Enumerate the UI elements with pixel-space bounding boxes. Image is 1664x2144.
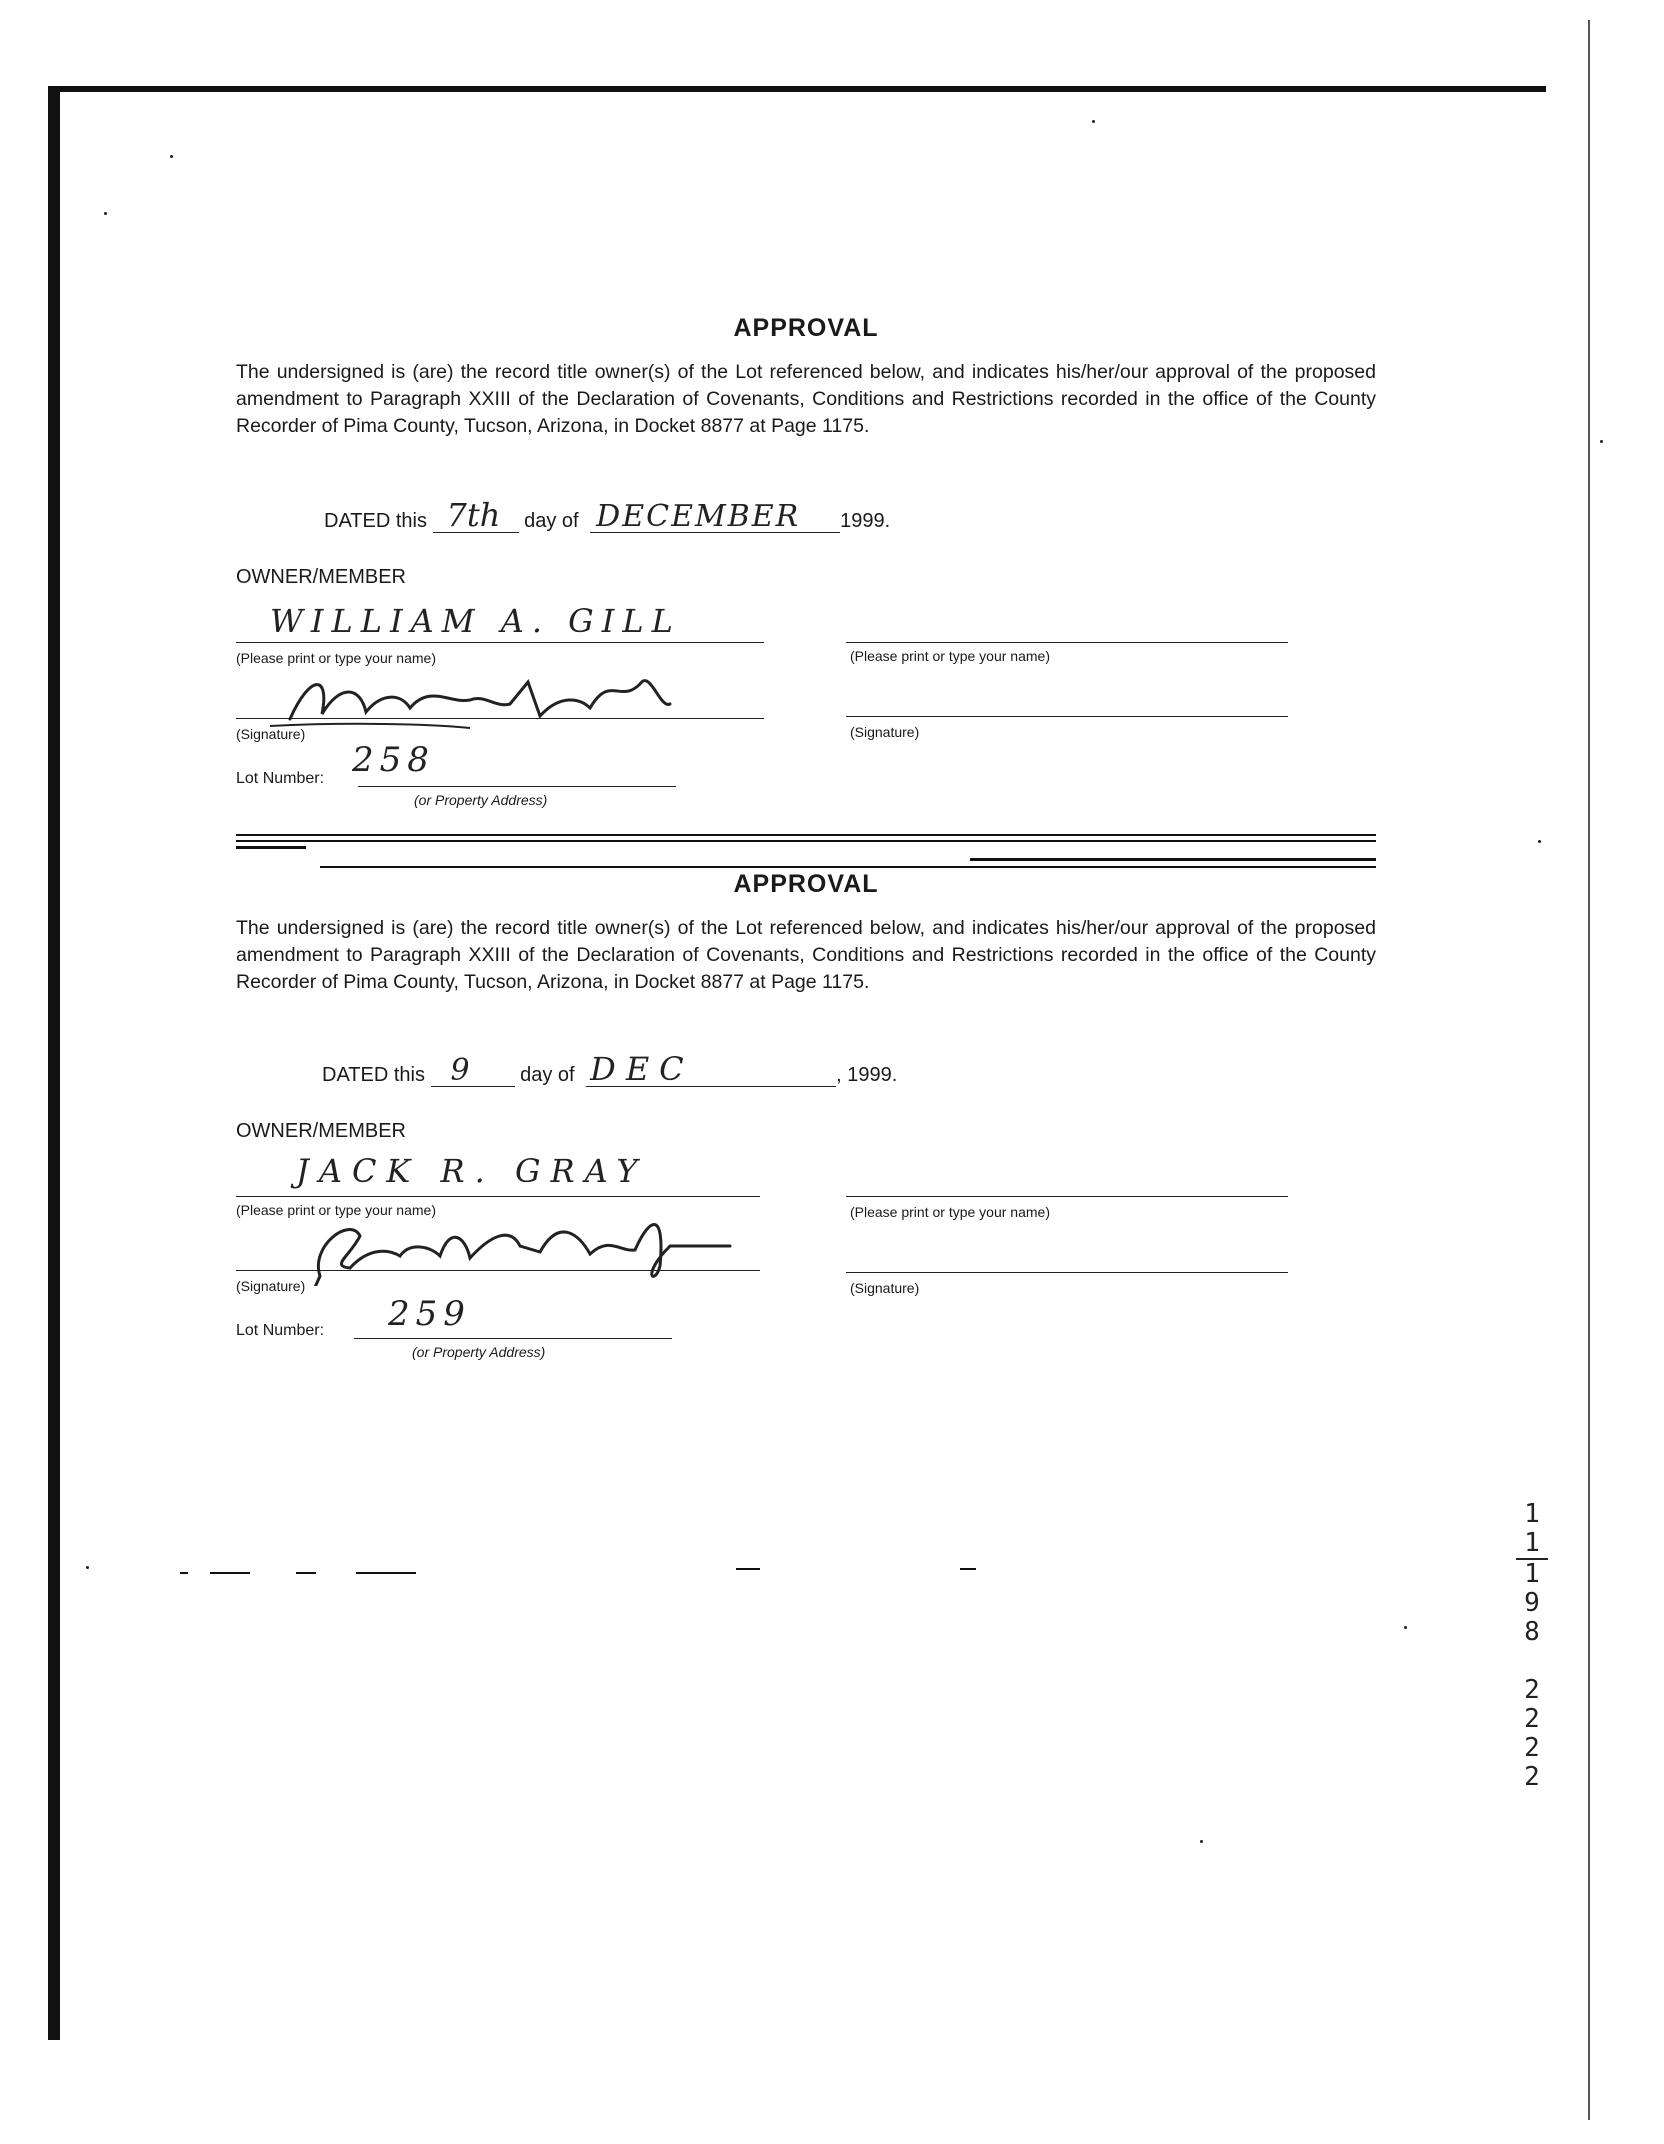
margin-digit: 2 bbox=[1524, 1704, 1540, 1734]
lot-number-line[interactable] bbox=[358, 786, 676, 787]
section-divider bbox=[236, 840, 1376, 842]
printed-name-value: JACK R. GRAY bbox=[296, 1152, 648, 1190]
margin-digit: 2 bbox=[1524, 1675, 1540, 1705]
approval-paragraph: The undersigned is (are) the record title owner(s) of the Lot referenced below, and indicates his/her/our approval of the proposed amendment to Paragraph XXIII of the Declaration of Covenants, Conditions and Restrictions recorded in the office of the County Recorder of Pima County, Tucson, Arizona, in Docket 8877 at Page 1175. bbox=[236, 361, 1376, 437]
margin-digit: 9 bbox=[1524, 1588, 1540, 1618]
year-label: 1999. bbox=[840, 510, 891, 532]
property-address-caption: (or Property Address) bbox=[414, 792, 548, 808]
day-value: 9 bbox=[450, 1053, 470, 1088]
scan-speck bbox=[86, 1566, 89, 1569]
day-of-label: day of bbox=[520, 1064, 575, 1086]
scan-artifact bbox=[960, 1568, 976, 1570]
signature-mark-1 bbox=[270, 664, 710, 734]
section-divider bbox=[236, 846, 306, 849]
month-field[interactable] bbox=[586, 1050, 836, 1088]
scan-artifact bbox=[356, 1572, 416, 1574]
approval-title: APPROVAL bbox=[733, 870, 879, 898]
print-name-caption: (Please print or type your name) bbox=[236, 1202, 436, 1218]
print-name-line[interactable] bbox=[236, 1196, 760, 1197]
margin-digit: 2 bbox=[1524, 1733, 1540, 1763]
day-of-label: day of bbox=[524, 510, 579, 532]
print-name-line[interactable] bbox=[236, 642, 764, 643]
margin-digit: 1 bbox=[1524, 1559, 1540, 1589]
approval-section-1 bbox=[236, 314, 1376, 440]
lot-number-label: Lot Number: bbox=[236, 1322, 325, 1339]
co-owner-signature-line[interactable] bbox=[846, 716, 1288, 717]
co-owner-print-name-line[interactable] bbox=[846, 642, 1288, 643]
margin-digit: 1 bbox=[1524, 1499, 1540, 1529]
month-value: DECEMBER bbox=[596, 499, 801, 534]
scan-right-edge bbox=[1588, 20, 1590, 2120]
dated-prefix: DATED this bbox=[324, 510, 427, 532]
signature-line[interactable] bbox=[236, 1270, 760, 1271]
scan-artifact bbox=[180, 1572, 188, 1574]
month-value: DEC bbox=[590, 1050, 694, 1088]
lot-number-line[interactable] bbox=[354, 1338, 672, 1339]
scan-speck bbox=[1092, 120, 1095, 123]
approval-section-2 bbox=[236, 870, 1376, 996]
approval-paragraph: The undersigned is (are) the record title owner(s) of the Lot referenced below, and indicates his/her/our approval of the proposed amendment to Paragraph XXIII of the Declaration of Covenants, Conditions and Restrictions recorded in the office of the County Recorder of Pima County, Tucson, Arizona, in Docket 8877 at Page 1175. bbox=[236, 917, 1376, 993]
scan-speck bbox=[1538, 840, 1541, 843]
section-divider bbox=[236, 834, 1376, 836]
scan-speck bbox=[170, 155, 173, 158]
signature-caption: (Signature) bbox=[236, 1278, 306, 1294]
day-value: 7th bbox=[446, 496, 501, 534]
signature-line[interactable] bbox=[236, 718, 764, 719]
scan-artifact bbox=[296, 1572, 316, 1574]
print-name-caption: (Please print or type your name) bbox=[236, 650, 436, 666]
property-address-caption: (or Property Address) bbox=[412, 1344, 546, 1360]
co-owner-signature-line[interactable] bbox=[846, 1272, 1288, 1273]
dated-line-1 bbox=[324, 496, 891, 534]
scan-left-edge bbox=[48, 92, 60, 2040]
printed-name-value: WILLIAM A. GILL bbox=[270, 602, 681, 640]
signature-caption: (Signature) bbox=[236, 726, 306, 742]
day-field[interactable] bbox=[433, 496, 519, 534]
year-label: , 1999. bbox=[836, 1064, 898, 1086]
scan-speck bbox=[104, 212, 107, 215]
co-owner-print-name-caption: (Please print or type your name) bbox=[850, 1204, 1050, 1220]
co-owner-signature-caption: (Signature) bbox=[850, 724, 920, 740]
lot-number-value: 259 bbox=[388, 1294, 471, 1334]
margin-digit: 2 bbox=[1524, 1762, 1540, 1792]
day-field[interactable] bbox=[431, 1053, 515, 1088]
owner-member-label: OWNER/MEMBER bbox=[236, 1120, 406, 1142]
approval-title: APPROVAL bbox=[733, 314, 879, 342]
co-owner-print-name-line[interactable] bbox=[846, 1196, 1288, 1197]
co-owner-print-name-caption: (Please print or type your name) bbox=[850, 648, 1050, 664]
scan-top-edge bbox=[48, 86, 1546, 92]
dated-line-2 bbox=[322, 1050, 898, 1088]
scan-speck bbox=[1404, 1626, 1407, 1629]
lot-number-label: Lot Number: bbox=[236, 770, 325, 787]
section-divider bbox=[320, 866, 1376, 868]
dated-prefix: DATED this bbox=[322, 1064, 425, 1086]
month-field[interactable] bbox=[590, 499, 840, 534]
signature-mark-2 bbox=[290, 1206, 750, 1286]
recording-number-margin bbox=[1512, 1500, 1552, 1792]
margin-digit: 8 bbox=[1524, 1617, 1540, 1647]
scan-speck bbox=[1200, 1840, 1203, 1843]
co-owner-signature-caption: (Signature) bbox=[850, 1280, 920, 1296]
scan-artifact bbox=[210, 1572, 250, 1574]
owner-member-label: OWNER/MEMBER bbox=[236, 566, 406, 588]
section-divider bbox=[970, 858, 1376, 861]
margin-digit: 1 bbox=[1524, 1528, 1540, 1558]
scan-artifact bbox=[736, 1568, 760, 1570]
scan-speck bbox=[1600, 440, 1603, 443]
lot-number-value: 258 bbox=[352, 740, 435, 780]
